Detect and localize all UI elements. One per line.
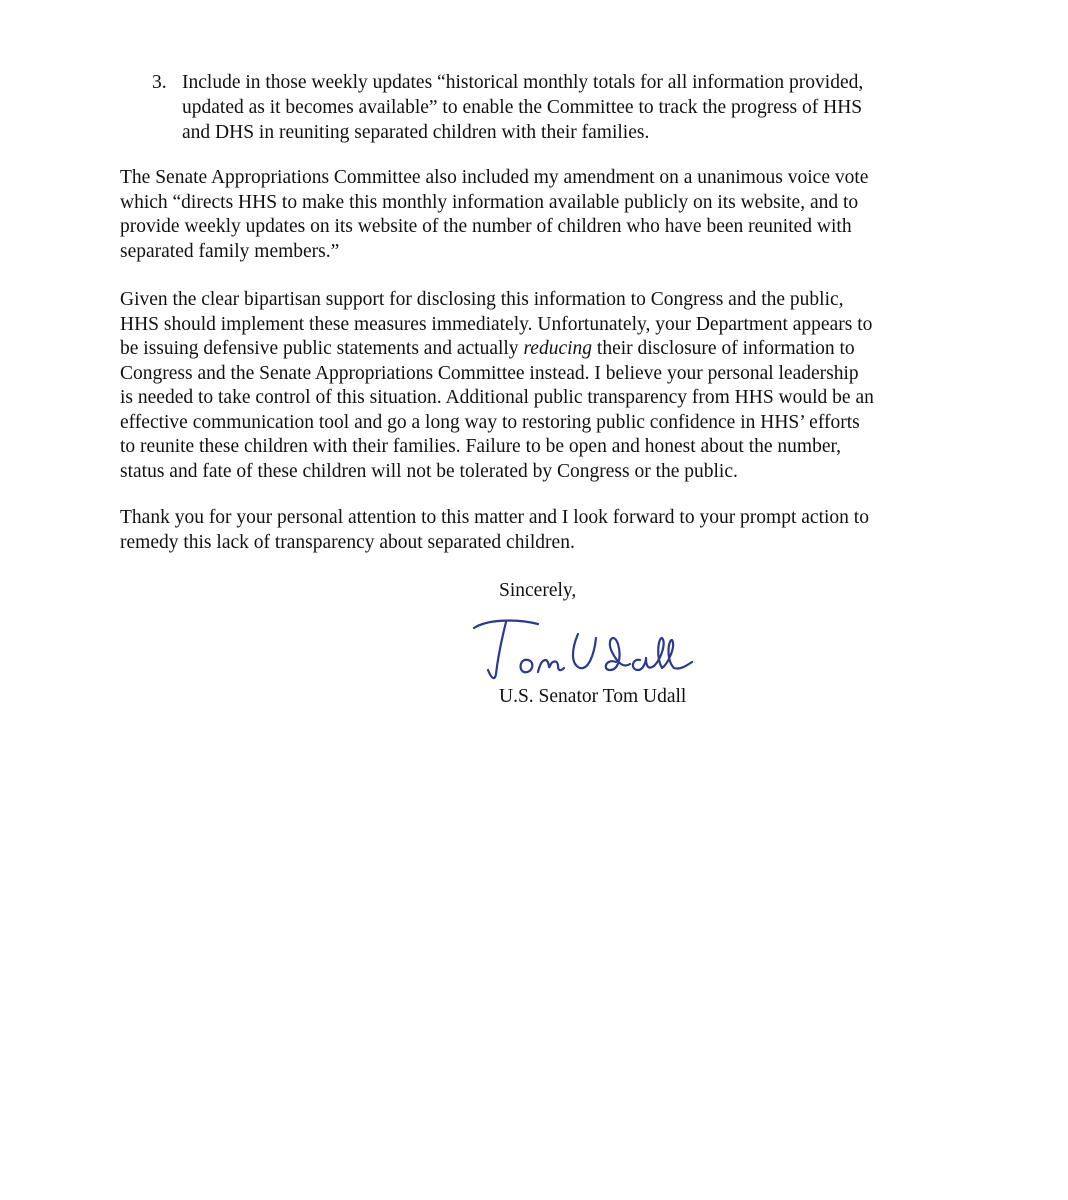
list-item-body — [182, 70, 952, 145]
signature-stroke-o — [521, 660, 533, 672]
paragraph-line: The Senate Appropriations Committee also included my amendment on a unanimous voice vote — [120, 167, 869, 188]
paragraph-transparency — [120, 288, 950, 484]
signer-name: U.S. Senator Tom Udall — [499, 686, 687, 707]
paragraph-line: separated family members.” — [120, 240, 340, 262]
paragraph-line: which “directs HHS to make this monthly information available publicly on its website, and to — [120, 191, 859, 213]
paragraph-line-with-emphasis — [120, 337, 950, 362]
line-text: their disclosure of information to — [592, 338, 855, 359]
handwritten-signature — [466, 608, 706, 688]
signature-stroke-m — [538, 660, 564, 672]
list-item-line: and DHS in reuniting separated children with their families. — [182, 122, 650, 143]
paragraph-line: Thank you for your personal attention to this matter and I look forward to your prompt action to — [120, 507, 869, 528]
signature-stroke-ll — [654, 638, 692, 669]
signature-stroke-d — [606, 638, 630, 670]
signature-stroke-a — [633, 658, 654, 670]
paragraph-line: to reunite these children with their families. Failure to be open and honest about the number, — [120, 436, 842, 457]
emphasis-reducing: reducing — [523, 338, 593, 359]
paragraph-line: Congress and the Senate Appropriations Committee instead. I believe your personal leadership — [120, 362, 859, 384]
line-text: be issuing defensive public statements and actually — [120, 338, 524, 359]
paragraph-amendment — [120, 166, 950, 264]
paragraph-line: Given the clear bipartisan support for disclosing this information to Congress and the public, — [120, 289, 844, 310]
paragraph-line: provide weekly updates on its website of the number of children who have been reunited with — [120, 216, 852, 237]
paragraph-line: effective communication tool and go a long way to restoring public confidence in HHS’ efforts — [120, 411, 860, 433]
paragraph-line: remedy this lack of transparency about separated children. — [120, 531, 575, 553]
signature-stroke-t-stem — [488, 622, 506, 678]
signature-stroke-u — [573, 634, 596, 668]
closing-salutation: Sincerely, — [499, 580, 577, 601]
list-item-number: 3. — [152, 72, 167, 93]
list-item-line: Include in those weekly updates “historical monthly totals for all information provided, — [182, 72, 864, 93]
paragraph-line: is needed to take control of this situation. Additional public transparency from HHS would be an — [120, 387, 874, 408]
paragraph-line: HHS should implement these measures immediately. Unfortunately, your Department appears to — [120, 313, 873, 335]
paragraph-thank-you — [120, 506, 950, 555]
list-item-line: updated as it becomes available” to enable the Committee to track the progress of HHS — [182, 97, 863, 118]
paragraph-line: status and fate of these children will not be tolerated by Congress or the public. — [120, 460, 738, 482]
